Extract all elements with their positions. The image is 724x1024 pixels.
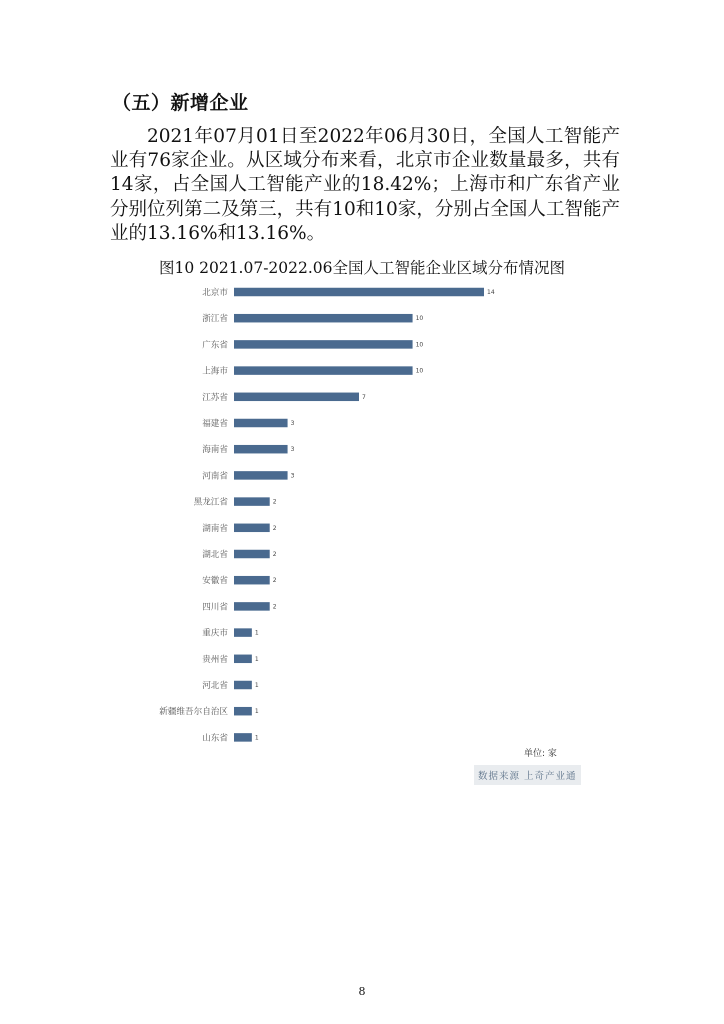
- category-label: 海南省: [202, 445, 228, 456]
- data-source-badge: 数据来源 上奇产业通: [474, 765, 581, 785]
- bar: [234, 393, 359, 402]
- value-label: 1: [254, 708, 259, 716]
- category-label: 四川省: [202, 602, 228, 613]
- bar: [234, 366, 413, 375]
- section-title: （五）新增企业: [112, 92, 249, 114]
- value-label: 2: [272, 551, 277, 558]
- body-paragraph: 2021年07月01日至2022年06月30日，全国人工智能产业有76家企业。从区域分布来看，北京市企业数量最多，共有14家，占全国人工智能产业的18.42%；上海市和广东省产业分别位列第二及第三，共有10和10家，分别占全国人工智能产业的13.16%和13.16%。: [110, 126, 620, 244]
- category-label: 湖北省: [202, 550, 228, 560]
- value-label: 10: [415, 341, 424, 349]
- bar: [234, 707, 252, 716]
- chart-unit-label: 单位: 家: [524, 749, 557, 759]
- category-label: 湖南省: [202, 523, 228, 534]
- category-label: 河北省: [202, 681, 228, 691]
- value-label: 1: [254, 734, 259, 742]
- value-label: 2: [272, 577, 277, 585]
- bar: [234, 340, 413, 349]
- page-number: 8: [358, 985, 366, 998]
- value-label: 7: [362, 393, 366, 401]
- bar: [234, 497, 270, 506]
- region-distribution-chart: [0, 280, 724, 750]
- category-label: 贵州省: [202, 654, 228, 665]
- bar: [234, 445, 288, 454]
- category-label: 安徽省: [202, 576, 228, 587]
- value-label: 1: [254, 629, 259, 637]
- category-label: 新疆维吾尔自治区: [159, 707, 228, 718]
- bar: [234, 576, 270, 585]
- category-label: 上海市: [202, 366, 228, 377]
- value-label: 2: [272, 603, 277, 611]
- category-label: 北京市: [202, 288, 228, 298]
- bar: [234, 471, 288, 480]
- value-label: 2: [272, 498, 277, 506]
- category-label: 江苏省: [202, 392, 228, 403]
- bar: [234, 681, 252, 690]
- bar: [234, 550, 270, 559]
- value-label: 3: [290, 420, 295, 427]
- bar: [234, 314, 413, 323]
- value-label: 2: [272, 524, 277, 532]
- bar: [234, 524, 270, 533]
- category-label: 黑龙江省: [193, 497, 228, 508]
- value-label: 1: [254, 682, 259, 689]
- bar: [234, 628, 252, 637]
- value-label: 1: [254, 655, 259, 663]
- bar: [234, 419, 288, 428]
- category-label: 重庆市: [202, 628, 228, 639]
- bar: [234, 288, 484, 297]
- value-label: 14: [487, 289, 495, 296]
- value-label: 10: [415, 367, 424, 375]
- category-label: 山东省: [202, 733, 228, 744]
- category-label: 福建省: [202, 419, 228, 429]
- value-label: 3: [290, 446, 295, 454]
- chart-title: 图10 2021.07-2022.06全国人工智能企业区域分布情况图: [158, 259, 566, 277]
- category-label: 河南省: [202, 471, 228, 482]
- value-label: 10: [415, 315, 424, 323]
- bar: [234, 602, 270, 611]
- category-label: 浙江省: [202, 314, 228, 325]
- bar: [234, 655, 252, 664]
- bar: [234, 733, 252, 742]
- value-label: 3: [290, 472, 295, 480]
- category-label: 广东省: [202, 340, 228, 351]
